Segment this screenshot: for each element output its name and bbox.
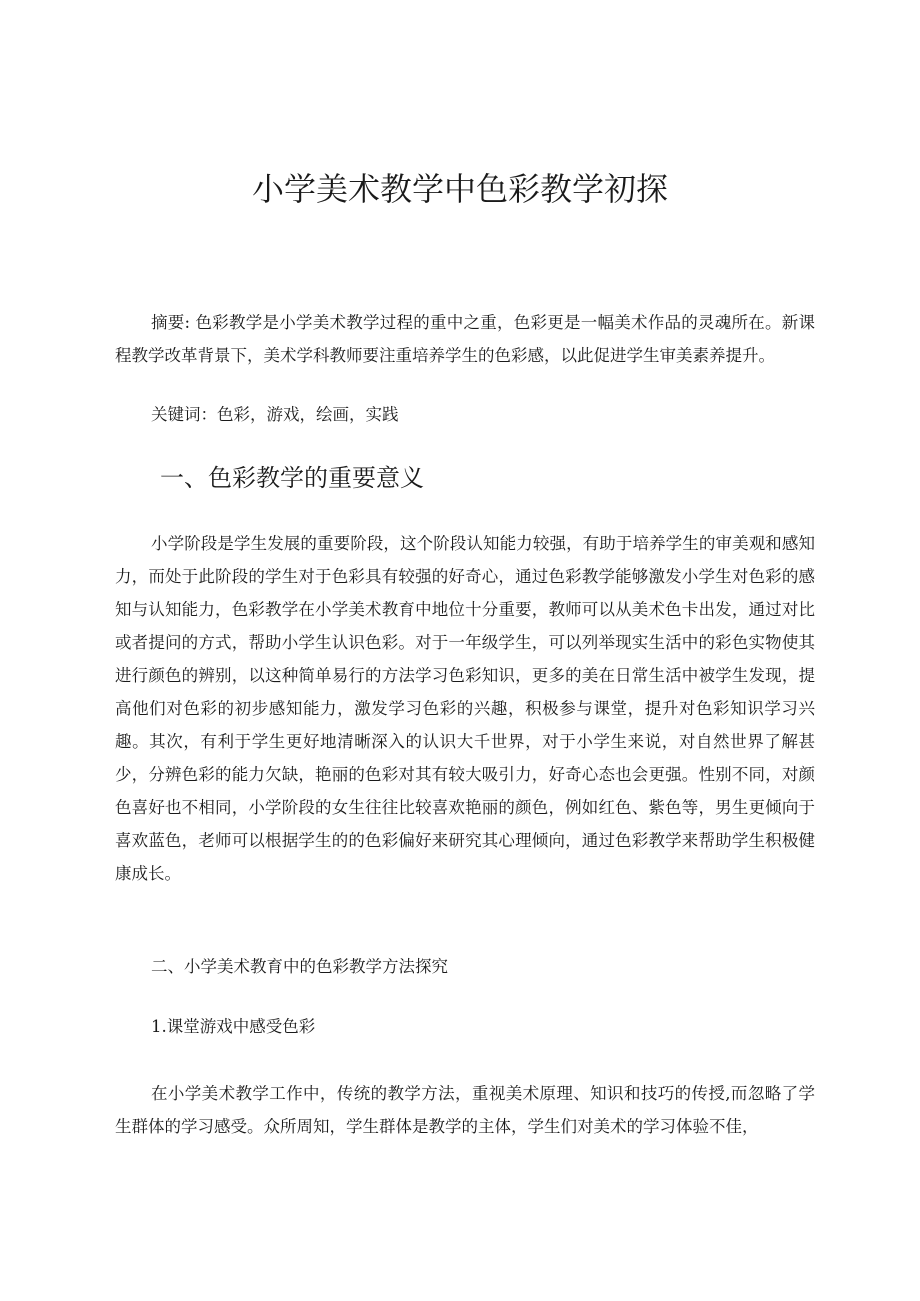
section-heading-1: 一、色彩教学的重要意义 xyxy=(160,464,424,492)
document-title: 小学美术教学中色彩教学初探 xyxy=(251,170,668,208)
section-1-body: 小学阶段是学生发展的重要阶段，这个阶段认知能力较强，有助于培养学生的审美观和感知力，而处于此阶段的学生对于色彩具有较强的好奇心，通过色彩教学能够激发小学生对色彩的感知与认知能力，色彩教学在小学美术教育中地位十分重要，教师可以从美术色卡出发，通过对比或者提问的方式，帮助小学生认识色彩。对于一年级学生，可以列举现实生活中的彩色实物使其进行颜色的辨别，以这种简单易行的方法学习色彩知识，更多的美在日常生活中被学生发现，提高他们对色彩的初步感知能力，激发学习色彩的兴趣，积极参与课堂，提升对色彩知识学习兴趣。其次，有利于学生更好地清晰深入的认识大千世界，对于小学生来说，对自然世界了解甚少，分辨色彩的能力欠缺，艳丽的色彩对其有较大吸引力，好奇心态也会更强。性别不同，对颜色喜好也不相同，小学阶段的女生往往比较喜欢艳丽的颜色，例如红色、紫色等，男生更倾向于喜欢蓝色，老师可以根据学生的的色彩偏好来研究其心理倾向，通过色彩教学来帮助学生积极健康成长。 xyxy=(115,534,815,883)
abstract-paragraph: 摘要: 色彩教学是小学美术教学过程的重中之重，色彩更是一幅美术作品的灵魂所在。新课程教学改革背景下，美术学科教师要注重培养学生的色彩感，以此促进学生审美素养提升。 xyxy=(115,313,815,365)
keywords-line: 关键词：色彩，游戏，绘画，实践 xyxy=(151,405,399,424)
subsection-heading-1: 1.课堂游戏中感受色彩 xyxy=(151,1017,316,1036)
section-2-body: 在小学美术教学工作中，传统的教学方法，重视美术原理、知识和技巧的传授,而忽略了学生群体的学习感受。众所周知，学生群体是教学的主体，学生们对美术的学习体验不佳， xyxy=(115,1084,815,1136)
section-heading-2: 二、小学美术教育中的色彩教学方法探究 xyxy=(151,957,448,976)
